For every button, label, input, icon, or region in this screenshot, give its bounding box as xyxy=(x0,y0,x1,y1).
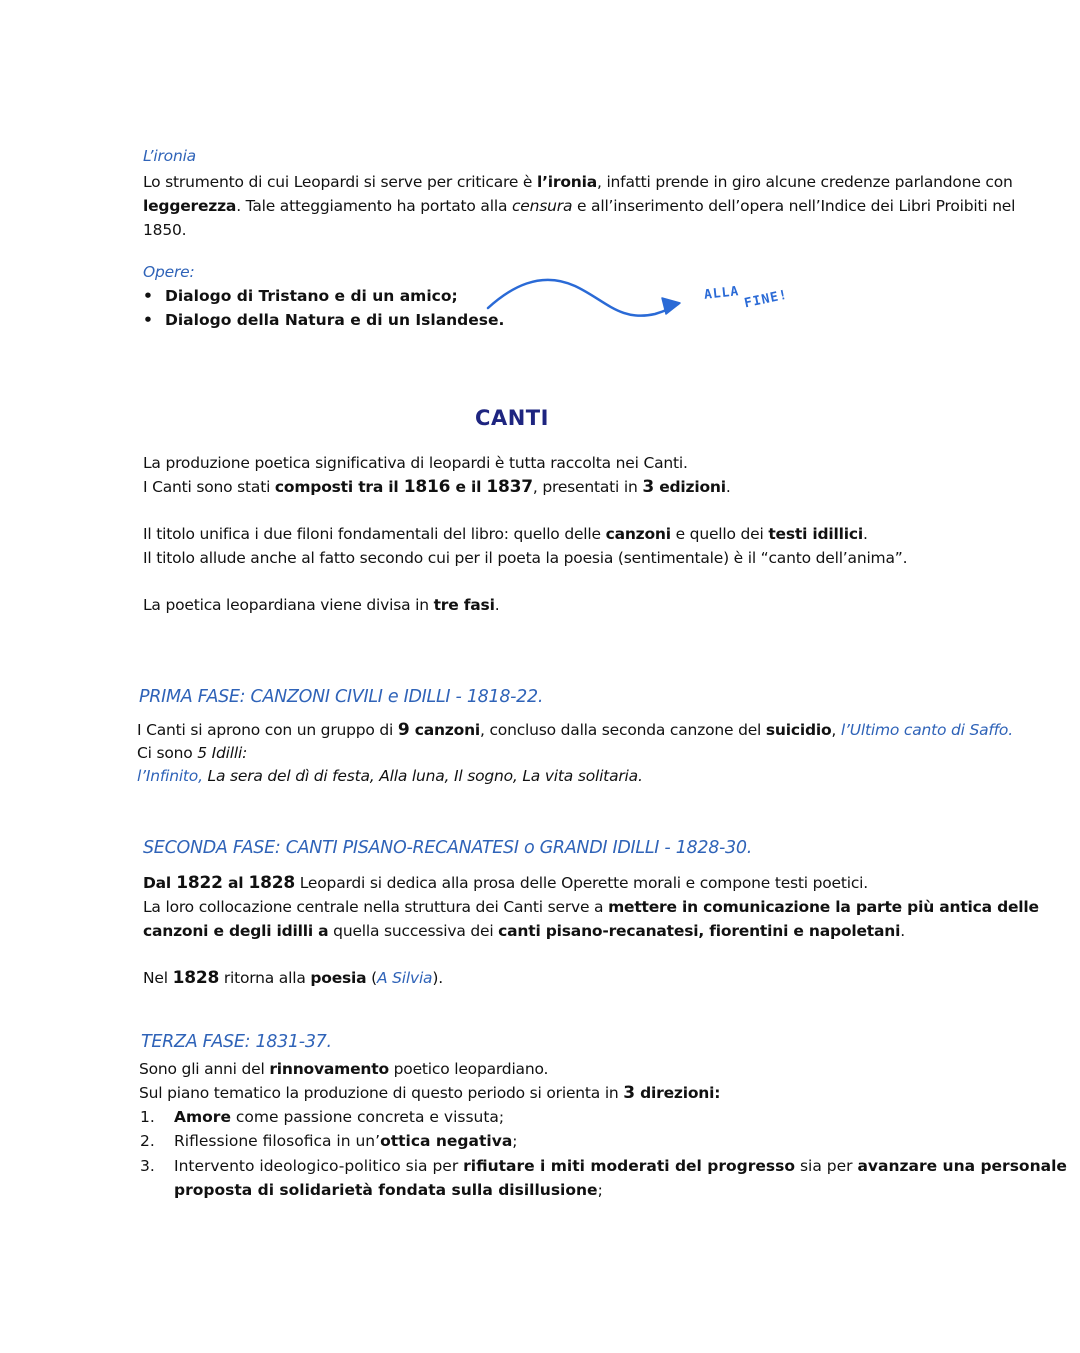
bold-text: tre fasi xyxy=(433,596,495,614)
bold-text: canzoni xyxy=(605,525,671,543)
text: . xyxy=(900,922,905,940)
paragraph-line xyxy=(143,595,499,615)
text: ). xyxy=(432,969,443,987)
list-number: 3. xyxy=(140,1157,155,1175)
paragraph-line xyxy=(137,743,247,763)
paragraph-line xyxy=(143,477,731,497)
text: Leopardi si dedica alla prosa delle Operette morali e compone testi poetici. xyxy=(295,874,869,892)
bold-text: 3 xyxy=(623,1083,635,1103)
italic-blue-text: A Silvia xyxy=(377,969,433,987)
bold-text: canzoni xyxy=(409,721,481,739)
text: La loro collocazione centrale nella struttura dei Canti serve a xyxy=(143,898,609,916)
paragraph-line xyxy=(143,196,1015,216)
paragraph-line xyxy=(143,921,905,941)
paragraph-line xyxy=(137,720,1013,740)
text: , concluso dalla seconda canzone del xyxy=(480,721,766,739)
list-item-text: Dialogo della Natura e di un Islandese. xyxy=(165,311,505,329)
bold-text: rinnovamento xyxy=(269,1060,389,1078)
wavy-arrow-icon xyxy=(480,270,700,330)
bold-text: composti tra il xyxy=(274,478,404,496)
text: . xyxy=(494,596,500,614)
italic-blue-text: l’Ultimo canto di Saffo. xyxy=(840,721,1013,739)
bold-text: Dal xyxy=(143,874,177,892)
list-item-text: Dialogo di Tristano e di un amico; xyxy=(165,287,458,305)
bold-text: 1816 xyxy=(403,477,451,497)
paragraph-line xyxy=(137,766,643,786)
bold-text: leggerezza xyxy=(143,197,237,215)
italic-text: La sera del dì di festa, Alla luna, Il sogno, La vita solitaria. xyxy=(202,767,643,785)
paragraph-line: La produzione poetica significativa di leopardi è tutta raccolta nei Canti. xyxy=(143,454,688,472)
bold-text: edizioni xyxy=(654,478,726,496)
section-heading-opere: Opere: xyxy=(143,263,195,281)
list-item-continuation xyxy=(174,1180,603,1200)
section-heading-seconda-fase: SECONDA FASE: CANTI PISANO-RECANATESI o GRANDI IDILLI - 1828-30. xyxy=(143,838,752,858)
section-heading-ironia: L’ironia xyxy=(143,147,196,165)
text: Sul piano tematico la produzione di questo periodo si orienta in xyxy=(139,1084,624,1102)
list-item xyxy=(143,286,458,306)
text: poetico leopardiano. xyxy=(388,1060,549,1078)
paragraph-line xyxy=(143,968,443,988)
text: I Canti si aprono con un gruppo di xyxy=(137,721,398,739)
text: come passione concreta e vissuta; xyxy=(230,1108,505,1126)
list-item xyxy=(143,310,504,330)
paragraph-line xyxy=(143,897,1039,917)
text: , presentati in xyxy=(532,478,643,496)
bold-text: 1837 xyxy=(486,477,533,497)
text: , xyxy=(831,721,841,739)
text: La poetica leopardiana viene divisa in xyxy=(143,596,434,614)
bold-text: suicidio xyxy=(765,721,832,739)
bold-text: 9 xyxy=(397,720,410,740)
paragraph-line: 1850. xyxy=(143,221,187,239)
paragraph-line xyxy=(143,873,868,893)
bold-text: avanzare una personale xyxy=(857,1157,1067,1175)
text: sia per xyxy=(795,1157,858,1175)
bold-text: 3 xyxy=(642,477,654,497)
text: . xyxy=(725,478,731,496)
text: e all’inserimento dell’opera nell’Indice dei Libri Proibiti nel xyxy=(572,197,1016,215)
section-heading-terza-fase: TERZA FASE: 1831-37. xyxy=(141,1032,332,1052)
italic-text: 5 Idilli: xyxy=(197,744,248,762)
text: ; xyxy=(597,1181,603,1199)
text: Sono gli anni del xyxy=(139,1060,270,1078)
section-heading-prima-fase: PRIMA FASE: CANZONI CIVILI e IDILLI - 1818-22. xyxy=(139,687,544,707)
bold-text: proposta di solidarietà fondata sulla disillusione xyxy=(174,1181,598,1199)
text: . Tale atteggiamento ha portato alla xyxy=(236,197,512,215)
bold-text: testi idillici xyxy=(768,525,863,543)
page-title: CANTI xyxy=(475,406,549,430)
bold-text: al xyxy=(222,874,249,892)
text: Il titolo unifica i due filoni fondamentali del libro: quello delle xyxy=(143,525,606,543)
list-item xyxy=(140,1107,504,1127)
handwritten-note: FINE! xyxy=(742,287,790,312)
paragraph-line xyxy=(143,172,1013,192)
bold-text: e il xyxy=(450,478,487,496)
text: Intervento ideologico-politico sia per xyxy=(174,1157,464,1175)
text: I Canti sono stati xyxy=(143,478,275,496)
text: ; xyxy=(512,1132,518,1150)
bold-text: Amore xyxy=(174,1108,231,1126)
bold-text: canti pisano-recanatesi, fiorentini e napoletani xyxy=(498,922,901,940)
list-item xyxy=(140,1131,518,1151)
text: quella successiva dei xyxy=(328,922,499,940)
text: . xyxy=(862,525,868,543)
bold-text: 1828 xyxy=(248,873,296,893)
bold-text: rifiutare i miti moderati del progresso xyxy=(463,1157,796,1175)
text: , infatti prende in giro alcune credenze parlandone con xyxy=(597,173,1013,191)
bold-text: 1828 xyxy=(172,968,220,988)
text: Nel xyxy=(143,969,173,987)
bold-text: mettere in comunicazione la parte più antica delle xyxy=(608,898,1039,916)
text: ( xyxy=(366,969,377,987)
bold-text: canzoni e degli idilli a xyxy=(143,922,329,940)
bold-text: 1822 xyxy=(176,873,223,893)
bold-text: ottica negativa xyxy=(380,1132,513,1150)
bold-text: l’ironia xyxy=(536,173,597,191)
bold-text: poesia xyxy=(310,969,367,987)
paragraph-line xyxy=(143,524,868,544)
list-item xyxy=(140,1156,1067,1176)
list-number: 1. xyxy=(140,1108,155,1126)
list-number: 2. xyxy=(140,1132,155,1150)
text: e quello dei xyxy=(670,525,769,543)
text: ritorna alla xyxy=(219,969,311,987)
italic-text: censura xyxy=(511,197,573,215)
paragraph-line xyxy=(139,1083,720,1103)
handwritten-note: ALLA xyxy=(703,284,740,303)
text: Ci sono xyxy=(137,744,198,762)
bold-text: direzioni: xyxy=(634,1084,721,1102)
bullet-icon: • xyxy=(143,287,153,305)
bullet-icon: • xyxy=(143,311,153,329)
paragraph-line: Il titolo allude anche al fatto secondo cui per il poeta la poesia (sentimentale) è il “canto dell’anima”. xyxy=(143,549,908,567)
paragraph-line xyxy=(139,1059,548,1079)
italic-blue-text: l’Infinito, xyxy=(137,767,203,785)
text: Riflessione filosofica in un’ xyxy=(174,1132,381,1150)
text: Lo strumento di cui Leopardi si serve per criticare è xyxy=(143,173,537,191)
